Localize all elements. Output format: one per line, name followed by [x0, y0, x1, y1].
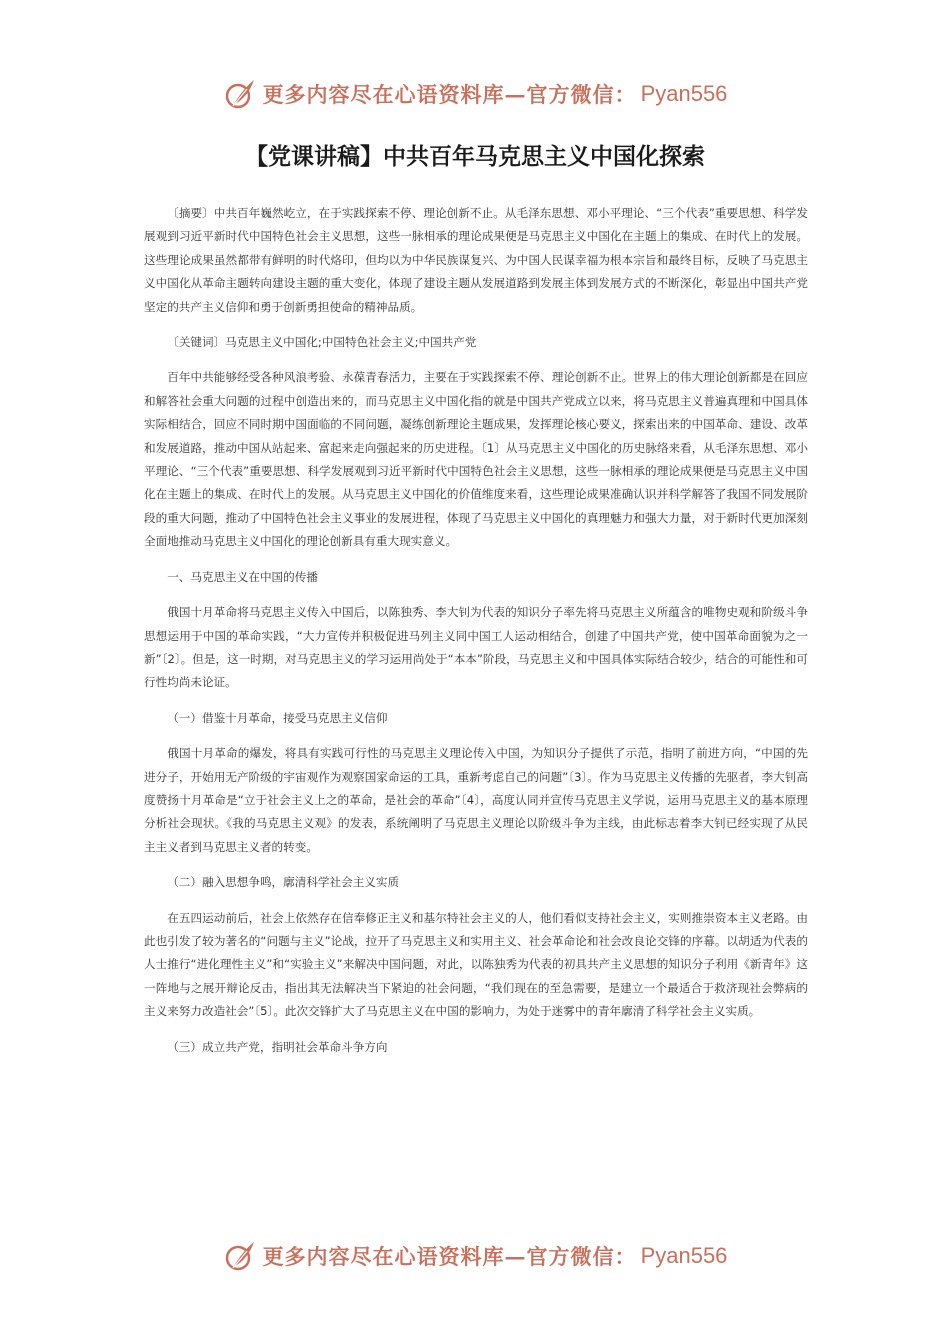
body-paragraph: 俄国十月革命的爆发，将具有实践可行性的马克思主义理论传入中国，为知识分子提供了示范，指明了前进方向，“中国的先进分子，开始用无产阶级的宇宙观作为观察国家命运的工具，重新考虑自己的问题”〔3〕。作为马克思主义传播的先驱者，李大钊高度赞扬十月革命是“立于社会主义上之的革命，是社会的革命”〔4〕，高度认同并宣传马克思主义学说，运用马克思主义的基本原理分析社会现状。《我的马克思主义观》的发表，系统阐明了马克思主义理论以阶级斗争为主线，由此标志着李大钊已经实现了从民主主义者到马克思主义者的转变。: [144, 746, 808, 854]
document-body: [144, 202, 808, 1059]
body-paragraph: 在五四运动前后，社会上依然存在信奉修正主义和基尔特社会主义的人，他们看似支持社会主义，实则推崇资本主义老路。由此也引发了较为著名的“问题与主义”论战，拉开了马克思主义和实用主义、社会革命论和社会改良论交锋的序幕。以胡适为代表的人士推行“进化理性主义”和“实验主义”来解决中国问题，对此，以陈独秀为代表的初具共产主义思想的知识分子利用《新青年》这一阵地与之展开辩论反击，指出其无法解决当下紧迫的社会问题，“我们现在的至急需要，是建立一个最适合于救济现社会弊病的主义来努力改造社会”〔5〕。此次交锋扩大了马克思主义在中国的影响力，为处于迷雾中的青年廓清了科学社会主义实质。: [144, 910, 808, 1019]
feather-quill-icon: [223, 1239, 257, 1273]
banner-text: 更多内容尽在心语资料库—官方微信：: [262, 82, 637, 107]
section-heading: 一、马克思主义在中国的传播: [167, 569, 318, 584]
body-paragraph: 俄国十月革命将马克思主义传入中国后，以陈独秀、李大钊为代表的知识分子率先将马克思主义所蕴含的唯物史观和阶级斗争思想运用于中国的革命实践，“大力宣传并积极促进马列主义同中国工人运动相结合，创建了中国共产党，使中国革命面貌为之一新”〔2〕。但是，这一时期，对马克思主义的学习运用尚处于“本本”阶段，马克思主义和中国具体实际结合较少，结合的可能性和可行性均尚未论证。: [144, 605, 808, 690]
document-title: 【党课讲稿】中共百年马克思主义中国化探索: [245, 144, 705, 170]
footer-banner: [0, 1236, 950, 1276]
subsection-heading: （一）借鉴十月革命，接受马克思主义信仰: [167, 710, 388, 725]
banner-text: 更多内容尽在心语资料库—官方微信：: [262, 1244, 637, 1269]
abstract-paragraph: 〔摘要〕中共百年巍然屹立，在于实践探索不停、理论创新不止。从毛泽东思想、邓小平理论、“三个代表”重要思想、科学发展观到习近平新时代中国特色社会主义思想，这些一脉相承的理论成果便是马克思主义中国化在主题上的集成、在时代上的发展。这些理论成果虽然都带有鲜明的时代烙印，但均以为中华民族谋复兴、为中国人民谋幸福为根本宗旨和最终目标，反映了马克思主义中国化从革命主题转向建设主题的重大变化，体现了建设主题从发展道路到发展主体到发展方式的不断深化，彰显出中国共产党坚定的共产主义信仰和勇于创新勇担使命的精神品质。: [144, 206, 808, 314]
subsection-heading: （三）成立共产党，指明社会革命斗争方向: [167, 1039, 388, 1054]
subsection-heading: （二）融入思想争鸣，廓清科学社会主义实质: [167, 875, 400, 890]
banner-wechat-id: Pyan556: [640, 81, 728, 106]
keywords-paragraph: 〔关键词〕马克思主义中国化;中国特色社会主义;中国共产党: [167, 335, 477, 350]
feather-quill-icon: [223, 77, 257, 111]
header-banner: [0, 74, 950, 114]
body-paragraph: 百年中共能够经受各种风浪考验、永葆青春活力，主要在于实践探索不停、理论创新不止。世界上的伟大理论创新都是在回应和解答社会重大问题的过程中创造出来的，而马克思主义中国化指的就是中国共产党成立以来，将马克思主义普遍真理和中国具体实际相结合，回应不同时期中国面临的不同问题，凝练创新理论主题成果，发挥理论核心要义，探索出来的中国革命、建设、改革和发展道路，推动中国从站起来、富起来走向强起来的历史进程。〔1〕从马克思主义中国化的历史脉络来看，从毛泽东思想、邓小平理论、“三个代表”重要思想、科学发展观到习近平新时代中国特色社会主义思想，这些一脉相承的理论成果便是马克思主义中国化在主题上的集成、在时代上的发展。从马克思主义中国化的价值维度来看，这些理论成果准确认识并科学解答了我国不同发展阶段的重大问题，推动了中国特色社会主义事业的发展进程，体现了马克思主义中国化的真理魅力和强大力量，对于新时代更加深刻全面地推动马克思主义中国化的理论创新具有重大现实意义。: [144, 370, 808, 549]
banner-wechat-id: Pyan556: [640, 1243, 728, 1268]
